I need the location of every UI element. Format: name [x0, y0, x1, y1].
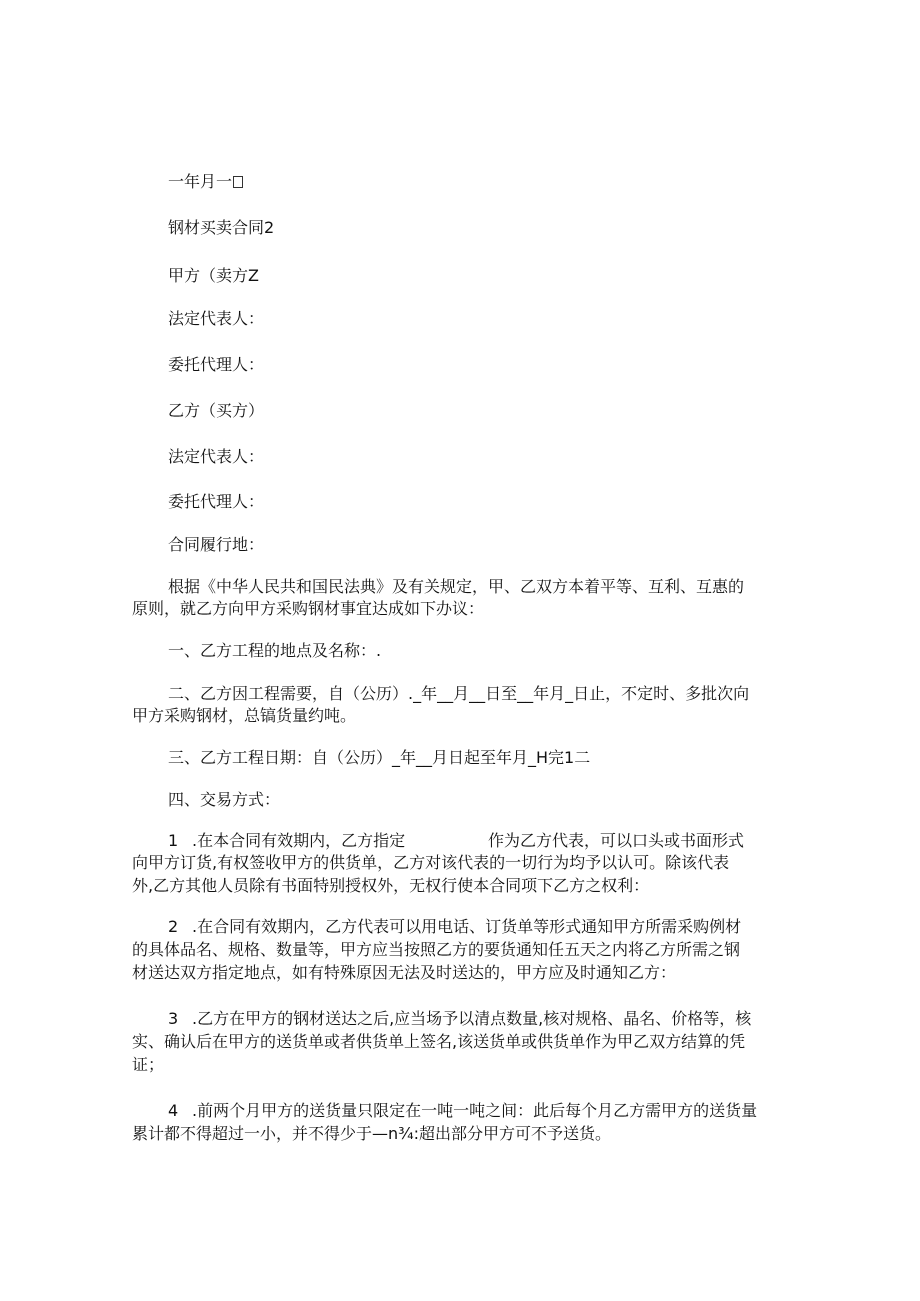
item-1-line-1a: .在本合同有效期内，乙方指定	[192, 831, 406, 850]
item-2-line-3: 材送达双方指定地点，如有特殊原因无法及时送达的，甲方应及时通知乙方：	[132, 963, 677, 982]
section-1: 一、乙方工程的地点及名称：.	[168, 641, 382, 660]
section-4-heading: 四、交易方式：	[168, 790, 281, 809]
date-line-text: 一年月一	[168, 172, 233, 191]
performance-place: 合同履行地：	[168, 535, 265, 554]
item-3-line-3: 证；	[132, 1055, 165, 1074]
party-b-label: 乙方（买方）	[168, 401, 265, 420]
item-3-line-2: 实、确认后在甲方的送货单或者供货单上签名,该送货单或供货单作为甲乙双方结算的凭	[132, 1032, 746, 1051]
item-2-line-2: 的具体品名、规格、数量等，甲方应当按照乙方的要货通知任五天之内将乙方所需之钢	[132, 940, 741, 959]
intro-line-2: 原则，就乙方向甲方采购钢材事宜达成如下办议：	[132, 599, 485, 618]
section-2-line-2: 甲方采购钢材，总镐货量约吨。	[132, 706, 357, 725]
item-3-number: 3	[168, 1009, 179, 1028]
item-4-line-2: 累计都不得超过一小，并不得少于—n¾:超出部分甲方可不予送货。	[132, 1124, 612, 1143]
party-b-agent: 委托代理人：	[168, 492, 265, 511]
item-1-number: 1	[168, 831, 179, 850]
party-a-label: 甲方（卖方Z	[168, 266, 259, 285]
item-1-line-1b: 作为乙方代表，可以口头或书面形式	[488, 831, 745, 850]
date-line	[168, 172, 243, 192]
contract-title: 钢材买卖合同2	[168, 218, 275, 237]
item-2-number: 2	[168, 917, 179, 936]
section-2-line-1: 二、乙方因工程需要，自（公历）._年__月__日至__年月_日止，不定时、多批次向	[168, 684, 750, 703]
party-a-agent: 委托代理人：	[168, 355, 265, 374]
section-3: 三、乙方工程日期：自（公历）_年__月日起至年月_H完1二	[168, 748, 591, 767]
item-1-line-2: 向甲方订货,有权签收甲方的供货单，乙方对该代表的一切行为均予以认可。除该代表	[132, 853, 730, 872]
item-4-number: 4	[168, 1101, 179, 1120]
item-1-line-3: 外,乙方其他人员除有书面特别授权外，无权行使本合同项下乙方之权利：	[132, 876, 650, 895]
party-a-legal-rep: 法定代表人：	[168, 309, 265, 328]
intro-line-1: 根据《中华人民共和国民法典》及有关规定，甲、乙双方本着平等、互利、互惠的	[168, 577, 745, 596]
item-2-line-1: .在合同有效期内，乙方代表可以用电话、订货单等形式通知甲方所需采购例材	[192, 917, 742, 936]
missing-glyph-box	[233, 176, 243, 188]
party-b-legal-rep: 法定代表人：	[168, 447, 265, 466]
item-3-line-1: .乙方在甲方的钢材送达之后,应当场予以清点数量,核对规格、晶名、价格等，核	[192, 1009, 752, 1028]
item-4-line-1: .前两个月甲方的送货量只限定在一吨一吨之间：此后每个月乙方需甲方的送货量	[192, 1101, 758, 1120]
